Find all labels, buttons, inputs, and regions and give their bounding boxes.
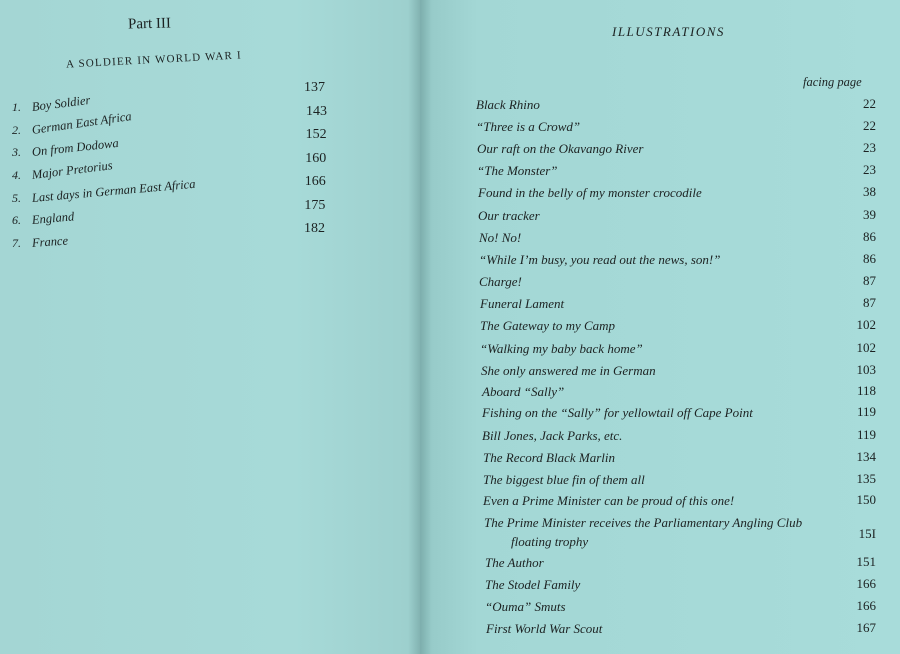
illustration-title: Even a Prime Minister can be proud of this one! bbox=[483, 493, 735, 508]
illustration-page-number: 118 bbox=[856, 383, 876, 398]
chapter-number: 6. bbox=[12, 213, 21, 227]
illustration-page-number: 135 bbox=[856, 471, 876, 486]
illustrations-heading: ILLUSTRATIONS bbox=[612, 24, 725, 39]
illustration-title: She only answered me in German bbox=[481, 363, 656, 378]
illustration-title: The Author bbox=[485, 555, 544, 570]
chapter-number: 5. bbox=[12, 191, 21, 205]
illustration-title: Our raft on the Okavango River bbox=[477, 141, 644, 156]
illustration-title: Black Rhino bbox=[476, 97, 540, 112]
chapter-number: 1. bbox=[12, 100, 21, 114]
chapter-item bbox=[12, 92, 332, 120]
section-page-number: 137 bbox=[304, 80, 325, 95]
section-title: A SOLDIER IN WORLD WAR I bbox=[65, 49, 243, 71]
illustration-title: Bill Jones, Jack Parks, etc. bbox=[482, 428, 623, 443]
chapter-item bbox=[12, 233, 332, 256]
illustration-page-number: 39 bbox=[863, 207, 876, 222]
chapter-number: 2. bbox=[12, 123, 21, 137]
illustration-page-number: 23 bbox=[863, 140, 876, 155]
illustration-page-number: 167 bbox=[856, 620, 876, 635]
chapter-page-number: 182 bbox=[304, 221, 325, 236]
illustration-page-number: 119 bbox=[856, 404, 876, 419]
illustration-title: The Prime Minister receives the Parliamentary Angling Club bbox=[484, 515, 803, 530]
illustration-page-number: 38 bbox=[863, 184, 876, 199]
illustration-title: The Record Black Marlin bbox=[483, 450, 616, 465]
illustration-title: Found in the belly of my monster crocodile bbox=[478, 185, 702, 200]
chapter-page-number: 175 bbox=[304, 198, 326, 213]
illustration-title: “Three is a Crowd” bbox=[476, 119, 581, 134]
facing-page-label: facing page bbox=[803, 75, 862, 89]
chapter-title: Last days in German East Africa bbox=[31, 176, 196, 205]
illustration-page-number: 86 bbox=[863, 251, 876, 266]
chapter-page-number: 143 bbox=[306, 104, 327, 119]
illustration-page-number: 22 bbox=[863, 96, 876, 111]
illustration-title: Fishing on the “Sally” for yellowtail off Cape Point bbox=[482, 405, 753, 420]
chapter-item bbox=[12, 135, 332, 165]
illustration-page-number: 87 bbox=[863, 295, 876, 310]
illustration-title: “The Monster” bbox=[477, 163, 558, 178]
illustration-page-number: 23 bbox=[863, 162, 876, 177]
illustration-title: The Stodel Family bbox=[485, 577, 581, 592]
illustration-title: “While I’m busy, you read out the news, son!” bbox=[479, 252, 721, 267]
illustration-title-continued: floating trophy bbox=[511, 534, 589, 549]
illustration-title: Funeral Lament bbox=[480, 296, 565, 311]
illustration-title: First World War Scout bbox=[486, 621, 603, 636]
illustration-page-number: 15I bbox=[858, 526, 876, 541]
illustration-page-number: 151 bbox=[856, 554, 876, 569]
illustration-page-number: 150 bbox=[856, 492, 876, 507]
part-title: Part III bbox=[127, 15, 172, 33]
illustration-page-number: 103 bbox=[856, 362, 876, 377]
illustration-page-number: 86 bbox=[863, 229, 876, 244]
illustration-page-number: 102 bbox=[856, 340, 876, 355]
chapter-item bbox=[12, 209, 332, 233]
illustration-title: Our tracker bbox=[478, 208, 540, 223]
illustration-title: No! No! bbox=[479, 230, 522, 245]
illustration-title: The Gateway to my Camp bbox=[480, 318, 616, 333]
chapter-title: Boy Soldier bbox=[31, 92, 92, 114]
illustration-title: “Walking my baby back home” bbox=[480, 341, 643, 356]
illustration-page-number: 134 bbox=[856, 449, 876, 464]
chapter-title: England bbox=[31, 209, 75, 227]
chapter-title: France bbox=[31, 233, 69, 250]
chapter-title: German East Africa bbox=[30, 109, 133, 137]
illustration-page-number: 166 bbox=[856, 598, 876, 613]
chapter-page-number: 160 bbox=[305, 151, 327, 166]
illustration-page-number: 166 bbox=[856, 576, 876, 591]
illustration-title: Charge! bbox=[479, 274, 522, 289]
illustration-page-number: 119 bbox=[856, 427, 876, 442]
illustration-page-number: 87 bbox=[863, 273, 876, 288]
illustration-title: Aboard “Sally” bbox=[482, 384, 565, 399]
chapter-number: 7. bbox=[12, 236, 21, 250]
chapter-page-number: 152 bbox=[305, 127, 327, 142]
illustration-title: The biggest blue fin of them all bbox=[483, 472, 645, 487]
book-gutter bbox=[408, 0, 432, 654]
chapter-page-number: 166 bbox=[304, 174, 326, 189]
chapter-title: Major Pretorius bbox=[31, 158, 114, 182]
illustration-page-number: 102 bbox=[856, 317, 876, 332]
chapter-title: On from Dodowa bbox=[31, 135, 120, 159]
illustration-title: “Ouma” Smuts bbox=[485, 599, 566, 614]
chapter-number: 3. bbox=[12, 145, 21, 159]
chapter-number: 4. bbox=[12, 168, 21, 182]
illustration-page-number: 22 bbox=[863, 118, 876, 133]
